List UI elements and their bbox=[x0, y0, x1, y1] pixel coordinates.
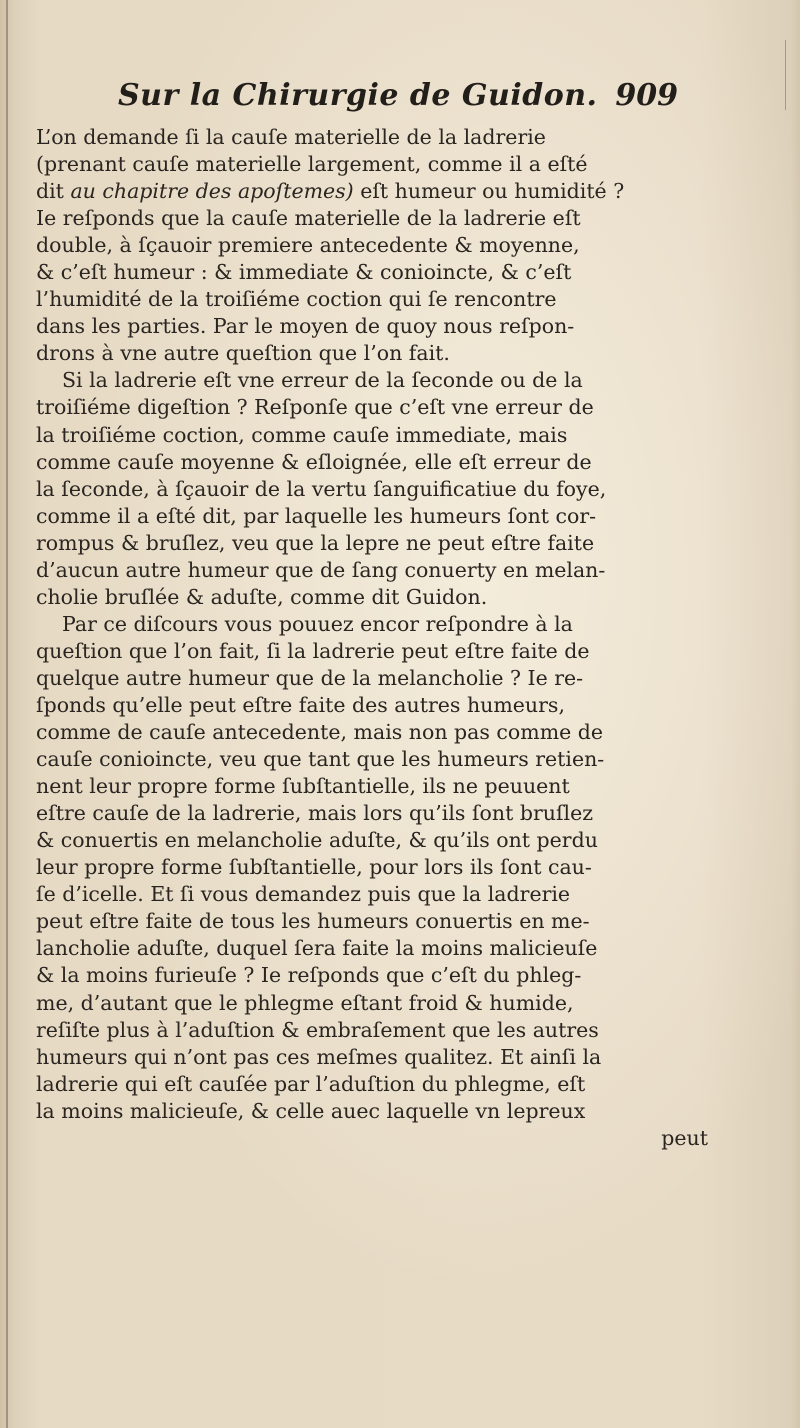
text-run: L’on demande ſi la cauſe materielle de la ladrerie bbox=[36, 125, 546, 149]
text-line bbox=[36, 205, 712, 232]
text-line bbox=[36, 124, 712, 151]
text-run: humeurs qui n’ont pas ces meſmes qualitez. Et ainſi la bbox=[36, 1044, 602, 1069]
text-line bbox=[36, 259, 712, 286]
text-run: la ſeconde, à ſçauoir de la vertu ſanguificatiue du foye, bbox=[36, 476, 607, 501]
text-line bbox=[36, 1017, 712, 1044]
text-line bbox=[36, 692, 712, 719]
text-run: cholie bruſlée & aduſte, comme dit Guidon. bbox=[36, 584, 488, 609]
text-line bbox=[36, 665, 712, 692]
text-line bbox=[36, 773, 712, 800]
text-run: queſtion que l’on fait, ſi la ladrerie peut eſtre faite de bbox=[36, 638, 590, 663]
text-run: me, d’autant que le phlegme eſtant froid & humide, bbox=[36, 990, 574, 1015]
text-run: ſe d’icelle. Et ſi vous demandez puis que la ladrerie bbox=[36, 882, 571, 907]
text-line bbox=[36, 800, 712, 827]
text-segment: eſt humeur ou humidité ? bbox=[353, 179, 625, 204]
text-line bbox=[36, 1071, 712, 1098]
text-line bbox=[36, 881, 712, 908]
text-run: peut eſtre faite de tous les humeurs conuertis en me- bbox=[36, 909, 590, 934]
text-line bbox=[36, 503, 712, 530]
text-run: comme il a eſté dit, par laquelle les humeurs ſont cor- bbox=[36, 503, 597, 528]
text-run: la troiſiéme coction, comme cauſe immediate, mais bbox=[36, 422, 568, 447]
text-line bbox=[36, 151, 712, 178]
text-line bbox=[36, 990, 712, 1017]
text-line bbox=[36, 962, 712, 989]
text-run: comme de cauſe antecedente, mais non pas comme de bbox=[36, 720, 604, 745]
running-title: Sur la Chirurgie de Guidon. bbox=[118, 78, 598, 113]
text-run: quelque autre humeur que de la melancholie ? Ie re- bbox=[36, 665, 584, 690]
text-line bbox=[36, 530, 712, 557]
text-line bbox=[36, 232, 712, 259]
binding-gutter bbox=[6, 0, 8, 1428]
text-run: ſponds qu’elle peut eſtre faite des autres humeurs, bbox=[36, 692, 565, 717]
text-line bbox=[36, 1125, 712, 1152]
text-run: (prenant cauſe materielle largement, comme il a eſté bbox=[36, 152, 588, 177]
text-line bbox=[36, 1044, 712, 1071]
text-run: rompus & bruſlez, veu que la lepre ne peut eſtre faite bbox=[36, 530, 595, 555]
text-run: nent leur propre forme ſubſtantielle, ils ne peuuent bbox=[36, 774, 570, 799]
text-run: eſtre cauſe de la ladrerie, mais lors qu’ils ſont bruſlez bbox=[36, 801, 594, 826]
text-run: & c’eſt humeur : & immediate & conioincte, & c’eſt bbox=[36, 260, 572, 285]
text-run: ladrerie qui eſt cauſée par l’aduſtion du phlegme, eſt bbox=[36, 1071, 586, 1096]
text-run: Si la ladrerie eſt vne erreur de la ſeconde ou de la bbox=[62, 368, 583, 393]
text-line bbox=[36, 286, 712, 313]
text-run: reſiſte plus à l’aduſtion & embraſement que les autres bbox=[36, 1017, 599, 1042]
text-line bbox=[36, 178, 712, 205]
text-line bbox=[36, 584, 712, 611]
page-number: 909 bbox=[615, 78, 678, 113]
text-line bbox=[36, 449, 712, 476]
text-line bbox=[36, 340, 712, 367]
text-run: cauſe conioincte, veu que tant que les humeurs retien- bbox=[36, 747, 605, 772]
text-line bbox=[36, 827, 712, 854]
text-line bbox=[36, 935, 712, 962]
text-run: dans les parties. Par le moyen de quoy nous reſpon- bbox=[36, 314, 575, 339]
text-line bbox=[36, 394, 712, 421]
body-text bbox=[36, 124, 712, 1152]
text-line bbox=[36, 638, 712, 665]
text-run: & conuertis en melancholie aduſte, & qu’ils ont perdu bbox=[36, 828, 598, 853]
text-run: lancholie aduſte, duquel ſera faite la moins malicieuſe bbox=[36, 936, 598, 961]
text-line bbox=[36, 367, 712, 394]
text-line bbox=[36, 476, 712, 503]
text-run: l’humidité de la troiſiéme coction qui ſe rencontre bbox=[36, 287, 557, 312]
text-run: la moins malicieuſe, & celle auec laquelle vn lepreux bbox=[36, 1098, 586, 1123]
text-line bbox=[36, 908, 712, 935]
text-line bbox=[36, 557, 712, 584]
text-run: leur propre forme ſubſtantielle, pour lors ils ſont cau- bbox=[36, 855, 592, 880]
text-line bbox=[36, 422, 712, 449]
text-run: peut bbox=[661, 1125, 708, 1150]
text-line bbox=[36, 719, 712, 746]
text-line bbox=[36, 746, 712, 773]
text-run: comme cauſe moyenne & eſloignée, elle eſt erreur de bbox=[36, 449, 592, 474]
text-run: & la moins furieuſe ? Ie reſponds que c’eſt du phleg- bbox=[36, 963, 582, 988]
text-run: Par ce diſcours vous pouuez encor reſpondre à la bbox=[62, 611, 573, 636]
text-line bbox=[36, 611, 712, 638]
text-line bbox=[36, 313, 712, 340]
text-run: troiſiéme digeſtion ? Reſponſe que c’eſt vne erreur de bbox=[36, 395, 594, 420]
text-segment: dit bbox=[36, 179, 71, 204]
text-run: d’aucun autre humeur que de ſang conuerty en melan- bbox=[36, 557, 606, 582]
text-run: double, à ſçauoir premiere antecedente & moyenne, bbox=[36, 233, 580, 258]
text-run: drons à vne autre queſtion que l’on fait. bbox=[36, 341, 450, 366]
text-line bbox=[36, 1098, 712, 1125]
text-run: Ie reſponds que la cauſe materielle de la ladrerie eſt bbox=[36, 206, 581, 231]
edge-mark bbox=[785, 40, 786, 110]
italic-citation: au chapitre des apoſtemes) bbox=[70, 179, 354, 204]
page-header bbox=[118, 78, 678, 122]
text-line bbox=[36, 854, 712, 881]
